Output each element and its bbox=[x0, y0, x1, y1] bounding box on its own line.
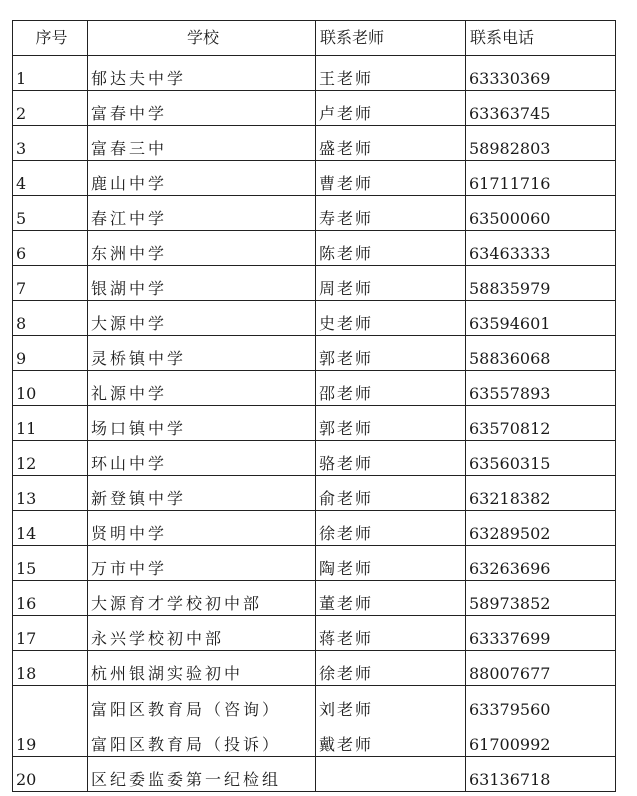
row-phone: 63263696 bbox=[466, 546, 616, 581]
row-school: 区纪委监委第一纪检组 bbox=[88, 757, 316, 792]
row-no: 4 bbox=[13, 161, 88, 196]
table-row bbox=[13, 686, 616, 757]
row-no: 9 bbox=[13, 336, 88, 371]
header-no: 序号 bbox=[13, 21, 88, 56]
teacher-name: 戴老师 bbox=[319, 735, 374, 754]
row-teacher: 卢老师 bbox=[316, 91, 466, 126]
table-row bbox=[13, 56, 616, 91]
row-phone bbox=[466, 686, 616, 757]
table-row bbox=[13, 581, 616, 616]
row-phone: 63500060 bbox=[466, 196, 616, 231]
row-school: 杭州银湖实验初中 bbox=[88, 651, 316, 686]
row-teacher: 蒋老师 bbox=[316, 616, 466, 651]
table-row bbox=[13, 336, 616, 371]
row-phone: 63557893 bbox=[466, 371, 616, 406]
row-phone: 63136718 bbox=[466, 757, 616, 792]
row-no: 1 bbox=[13, 56, 88, 91]
row-school: 礼源中学 bbox=[88, 371, 316, 406]
row-no: 8 bbox=[13, 301, 88, 336]
table-body bbox=[13, 56, 616, 686]
row-phone: 63560315 bbox=[466, 441, 616, 476]
row-school: 场口镇中学 bbox=[88, 406, 316, 441]
row-no: 7 bbox=[13, 266, 88, 301]
table-row bbox=[13, 406, 616, 441]
table-body-extra bbox=[13, 686, 616, 792]
row-phone: 63594601 bbox=[466, 301, 616, 336]
table-row bbox=[13, 616, 616, 651]
table-row bbox=[13, 231, 616, 266]
row-phone: 88007677 bbox=[466, 651, 616, 686]
row-no: 6 bbox=[13, 231, 88, 266]
row-phone: 63289502 bbox=[466, 511, 616, 546]
phone-number: 61700992 bbox=[469, 735, 551, 754]
row-school: 富春三中 bbox=[88, 126, 316, 161]
row-phone: 61711716 bbox=[466, 161, 616, 196]
row-school: 鹿山中学 bbox=[88, 161, 316, 196]
table-row bbox=[13, 301, 616, 336]
row-school: 富春中学 bbox=[88, 91, 316, 126]
row-no: 16 bbox=[13, 581, 88, 616]
row-teacher: 董老师 bbox=[316, 581, 466, 616]
row-school: 贤明中学 bbox=[88, 511, 316, 546]
row-phone: 58836068 bbox=[466, 336, 616, 371]
table-row bbox=[13, 441, 616, 476]
row-no: 15 bbox=[13, 546, 88, 581]
table-row bbox=[13, 266, 616, 301]
row-teacher: 邵老师 bbox=[316, 371, 466, 406]
row-teacher: 盛老师 bbox=[316, 126, 466, 161]
row-school: 万市中学 bbox=[88, 546, 316, 581]
row-teacher: 徐老师 bbox=[316, 511, 466, 546]
table-row bbox=[13, 91, 616, 126]
table-row bbox=[13, 511, 616, 546]
row-phone: 58835979 bbox=[466, 266, 616, 301]
row-teacher: 郭老师 bbox=[316, 406, 466, 441]
table-row bbox=[13, 651, 616, 686]
row-teacher: 俞老师 bbox=[316, 476, 466, 511]
row-no: 19 bbox=[13, 686, 88, 757]
row-school: 永兴学校初中部 bbox=[88, 616, 316, 651]
table-row bbox=[13, 161, 616, 196]
row-phone: 58973852 bbox=[466, 581, 616, 616]
row-school: 灵桥镇中学 bbox=[88, 336, 316, 371]
row-school: 春江中学 bbox=[88, 196, 316, 231]
row-no: 18 bbox=[13, 651, 88, 686]
row-school: 东洲中学 bbox=[88, 231, 316, 266]
row-school: 大源育才学校初中部 bbox=[88, 581, 316, 616]
table-row bbox=[13, 371, 616, 406]
row-teacher: 曹老师 bbox=[316, 161, 466, 196]
table-header bbox=[13, 21, 616, 56]
row-phone: 63337699 bbox=[466, 616, 616, 651]
row-no: 14 bbox=[13, 511, 88, 546]
row-teacher bbox=[316, 686, 466, 757]
table-row bbox=[13, 757, 616, 792]
table-row bbox=[13, 546, 616, 581]
row-school: 大源中学 bbox=[88, 301, 316, 336]
row-school bbox=[88, 686, 316, 757]
phone-number: 63379560 bbox=[469, 700, 551, 719]
row-teacher bbox=[316, 757, 466, 792]
header-row bbox=[13, 21, 616, 56]
row-phone: 63363745 bbox=[466, 91, 616, 126]
row-teacher: 陶老师 bbox=[316, 546, 466, 581]
row-phone: 63330369 bbox=[466, 56, 616, 91]
row-no: 10 bbox=[13, 371, 88, 406]
row-teacher: 徐老师 bbox=[316, 651, 466, 686]
header-teacher: 联系老师 bbox=[316, 21, 466, 56]
school-name: 富阳区教育局（咨询） bbox=[91, 700, 282, 719]
row-school: 环山中学 bbox=[88, 441, 316, 476]
row-no: 2 bbox=[13, 91, 88, 126]
row-phone: 58982803 bbox=[466, 126, 616, 161]
row-phone: 63463333 bbox=[466, 231, 616, 266]
row-teacher: 史老师 bbox=[316, 301, 466, 336]
table-row bbox=[13, 196, 616, 231]
row-teacher: 陈老师 bbox=[316, 231, 466, 266]
row-no: 17 bbox=[13, 616, 88, 651]
row-teacher: 周老师 bbox=[316, 266, 466, 301]
row-school: 郁达夫中学 bbox=[88, 56, 316, 91]
table-row bbox=[13, 126, 616, 161]
row-teacher: 寿老师 bbox=[316, 196, 466, 231]
header-school: 学校 bbox=[88, 21, 316, 56]
table-row bbox=[13, 476, 616, 511]
row-school: 新登镇中学 bbox=[88, 476, 316, 511]
row-no: 3 bbox=[13, 126, 88, 161]
row-phone: 63570812 bbox=[466, 406, 616, 441]
header-phone: 联系电话 bbox=[466, 21, 616, 56]
row-no: 11 bbox=[13, 406, 88, 441]
school-name: 富阳区教育局（投诉） bbox=[91, 735, 282, 754]
contact-table bbox=[12, 20, 616, 792]
row-teacher: 郭老师 bbox=[316, 336, 466, 371]
row-no: 5 bbox=[13, 196, 88, 231]
row-school: 银湖中学 bbox=[88, 266, 316, 301]
row-teacher: 骆老师 bbox=[316, 441, 466, 476]
row-no: 12 bbox=[13, 441, 88, 476]
row-no: 13 bbox=[13, 476, 88, 511]
row-teacher: 王老师 bbox=[316, 56, 466, 91]
teacher-name: 刘老师 bbox=[319, 700, 374, 719]
row-no: 20 bbox=[13, 757, 88, 792]
row-phone: 63218382 bbox=[466, 476, 616, 511]
